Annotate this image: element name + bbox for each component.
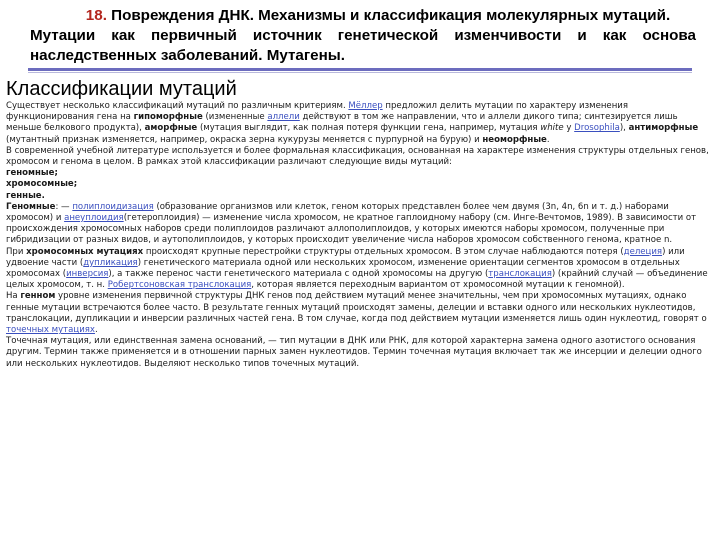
text: (измененные xyxy=(202,112,268,123)
link-inversion[interactable]: инверсия xyxy=(66,269,109,280)
text: ) или удвоение части ( xyxy=(6,246,685,268)
link-deletion[interactable]: делеция xyxy=(623,246,663,257)
text: : — xyxy=(55,201,73,212)
section-heading: Классификации мутаций xyxy=(6,78,237,100)
text: . xyxy=(546,134,550,145)
term-amorphic: аморфные xyxy=(144,123,198,134)
term-neomorphic: неоморфные xyxy=(482,134,547,145)
paragraph-gene xyxy=(6,291,714,336)
slide-title xyxy=(30,6,696,66)
text: (мутация выглядит, как полная потеря функции гена, например, мутация xyxy=(197,123,541,134)
link-aneuploidy[interactable]: анеуплоидия xyxy=(64,213,124,224)
text: (мутантный признак изменяется, например, окраска зерна кукурузы меняется с пурпурной на бурую) и xyxy=(6,134,483,145)
link-alleles[interactable]: аллели xyxy=(267,112,300,123)
term-chromosomal-mutations: хромосомных мутациях xyxy=(26,246,144,257)
title-line-1-text: Повреждения ДНК. Механизмы и классификация молекулярных мутаций. xyxy=(111,7,671,24)
body-text xyxy=(6,101,714,370)
text: ) (крайний случай — объединение целых хромосом, т. н. xyxy=(6,269,708,291)
paragraph-point-mutation: Точечная мутация, или единственная замена оснований, — тип мутации в ДНК или РНК, для которой характерна замена одного азотистого основания другим. Термин также применяется и в отношении парных замен нуклеотидов. Термин точечная мутация включает так же инсерции и делеции одного или нескольких нуклеотидов. Выделяют несколько типов точечных мутаций. xyxy=(6,336,702,369)
text: При xyxy=(6,246,27,257)
paragraph-muller xyxy=(6,101,714,146)
list-item-chromosomal xyxy=(6,179,714,190)
list-item-gene xyxy=(6,191,714,202)
term-gene-level: генном xyxy=(20,291,56,302)
text: предложил делить мутации по характеру изменения функционирования гена на xyxy=(6,101,628,123)
title-line-2: Мутации как первичный источник генетической изменчивости и как основа наследственных заболеваний. Мутагены. xyxy=(30,27,696,64)
list-item-genomic xyxy=(6,168,714,179)
term-hypomorphic: гипоморфные xyxy=(133,112,203,123)
title-underline xyxy=(28,68,692,71)
link-duplication[interactable]: дупликация xyxy=(83,257,138,268)
text: уровне изменения первичной структуры ДНК генов под действием мутаций менее значительны, чем при хромосомных мутациях, однако генные мутации встречаются более часто. В результате генных мутаций происходят замены, делеции и вставки одного или нескольких нуклеотидов, транслокации, дупликации и инверсии различных частей гена. В том случае, когда под действием мутации изменяется лишь один нуклеотид, говорят о xyxy=(6,291,707,324)
link-robertsonian-translocation[interactable]: Робертсоновская транслокация xyxy=(107,280,252,291)
text: действуют в том же направлении, что и аллели дикого типа; синтезируется лишь меньше белкового продукта), xyxy=(6,112,678,134)
text: происходят крупные перестройки структуры отдельных хромосом. В этом случае наблюдаются потеря ( xyxy=(143,246,624,257)
link-point-mutations[interactable]: точечных мутациях xyxy=(6,325,95,336)
list-item-text: генные. xyxy=(6,190,45,201)
link-polyploidy[interactable]: полиплоидизация xyxy=(72,201,154,212)
paragraph-genomic xyxy=(6,202,714,247)
text: (образование организмов или клеток, геном которых представлен более чем двумя (3n, 4n, 6n и т. д.) наборами хромосом) и xyxy=(6,201,669,224)
title-number: 18. xyxy=(85,7,107,24)
text: (гетероплоидия) — изменение числа хромосом, не кратное гаплоидному набору (см. Инге-Вечтомов, 1989). В зависимости от происхождения хромосомных наборов среди полиплоидов различают аллополиплоидов, у которых имеются наборы хромосом, полученные при гибридизации от разных видов, и аутополиплоидов, у которых происходит увеличение числа наборов хромосом собственного генома, кратное n. xyxy=(6,213,697,246)
link-muller[interactable]: Мёллер xyxy=(348,101,383,111)
text: На xyxy=(6,291,21,302)
text: . xyxy=(94,325,98,336)
text: , которая является переходным вариантом от хромосомной мутации к геномной). xyxy=(251,280,625,291)
term-white: white xyxy=(540,123,564,134)
link-translocation[interactable]: транслокация xyxy=(488,269,552,280)
link-drosophila[interactable]: Drosophila xyxy=(574,123,620,134)
title-line-1 xyxy=(30,6,696,26)
list-item-text: геномные; xyxy=(6,168,58,179)
term-antimorphic: антиморфные xyxy=(628,123,699,134)
paragraph-chromosomal xyxy=(6,247,714,292)
term-genomic: Геномные xyxy=(6,201,56,212)
paragraph-formal-classification: В современной учебной литературе используется и более формальная классификация, основанная на характере изменения структуры отдельных генов, хромосом и генома в целом. В рамках этой классификации различают следующие виды мутаций: xyxy=(6,145,709,168)
text: ), xyxy=(619,123,629,134)
text: ) генетического материала одной или нескольких хромосом, изменение ориентации сегментов хромосом в отдельных хромосомах ( xyxy=(6,257,680,280)
text: Существует несколько классификаций мутаций по различным критериям. xyxy=(6,101,349,111)
list-item-text: хромосомные; xyxy=(6,179,78,190)
text: у xyxy=(563,123,575,134)
text: ), а также перенос части генетического материала с одной хромосомы на другую ( xyxy=(108,269,489,280)
